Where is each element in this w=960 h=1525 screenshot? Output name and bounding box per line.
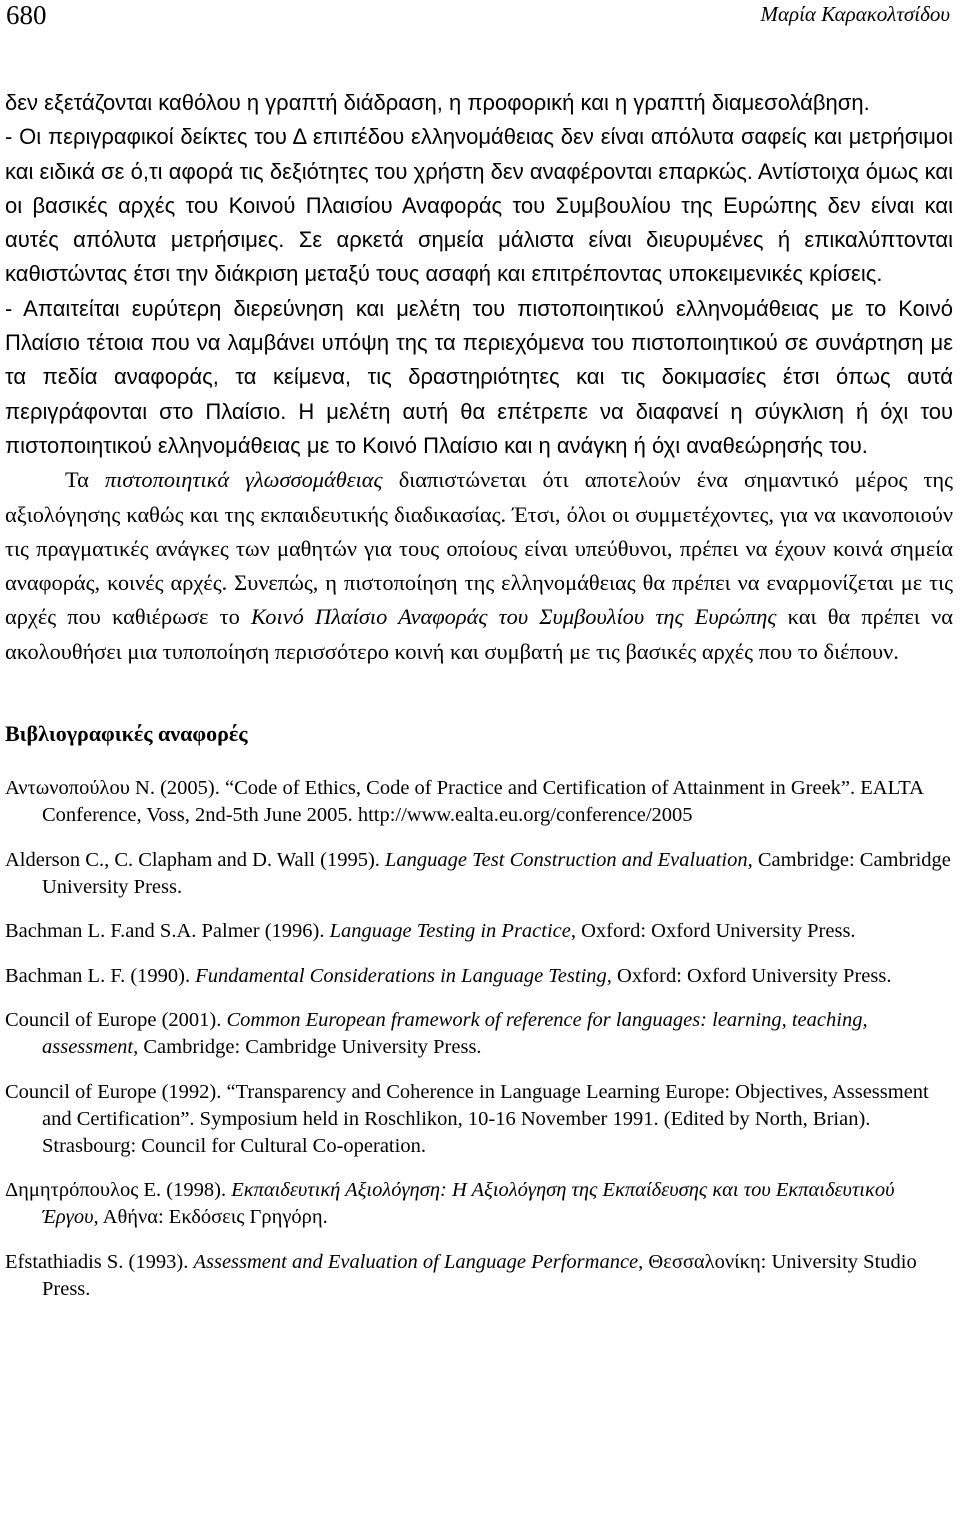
paragraph-4-italic-2: Κοινό Πλαίσιο Αναφοράς του Συμβουλίου της Ευρώπης (251, 604, 777, 630)
paragraph-4-text-b: διαπιστώνεται ότι αποτελούν ένα σημαντικό μέρος της αξιολόγησης καθώς και της εκπαιδευτικής διαδικασίας. Έτσι, όλοι οι συμμετέχοντες, για να ικανοποιούν τις πραγματικές ανάγκες των μαθητών για τους οποίους είναι υπεύθυνοι, πρέπει να έχουν κοινά σημεία αναφοράς, κοινές αρχές. Συνεπώς, η πιστοποίηση της ελληνομάθειας θα πρέπει να εναρμονίζεται με τις αρχές που καθιέρωσε το (5, 467, 954, 630)
reference-text: Αντωνοπούλου Ν. (2005). “Code of Ethics, Code of Practice and Certification of Attainment in Greek”. EALTA Conference, Voss, 2nd-5th June 2005. http://www.ealta.eu.org/conference/2005 (5, 777, 923, 827)
reference-publisher: Oxford: Oxford University Press. (611, 964, 892, 987)
bibliography-heading: Βιβλιογραφικές αναφορές (5, 721, 248, 747)
reference-publisher: Cambridge: Cambridge University Press. (42, 848, 951, 898)
reference-title: Fundamental Considerations in Language Testing, (195, 964, 612, 987)
reference-title: Language Testing in Practice (329, 920, 571, 943)
paragraph-2: - Οι περιγραφικοί δείκτες του Δ επιπέδου ελληνομάθειας δεν είναι απόλυτα σαφείς και μετρήσιμοι και ειδικά σε ό,τι αφορά τις δεξιότητες του χρήστη δεν αναφέρονται επαρκώς. Αντίστοιχα όμως και οι βασικές αρχές του Κοινού Πλαισίου Αναφοράς του Συμβουλίου της Ευρώπης δεν είναι και αυτές απόλυτα μετρήσιμες. Σε αρκετά σημεία μάλιστα είναι διευρυμένες ή επικαλύπτονται καθιστώντας έτσι την διάκριση μεταξύ τους ασαφή και επιτρέποντας υποκειμενικές κρίσεις. (5, 124, 953, 287)
reference-publisher: , Oxford: Oxford University Press. (570, 920, 856, 943)
reference-text: Council of Europe (1992). “Transparency and Coherence in Language Learning Europe: Objectives, Assessment and Certification”. Symposium held in Roschlikon, 10-16 November 1991. (Edited by North, Brian). Strasbourg: Council for Cultural Co-operation. (5, 1080, 929, 1157)
reference-publisher: Αθήνα: Εκδόσεις Γρηγόρη. (98, 1206, 328, 1229)
reference-title: Εκπαιδευτική Αξιολόγηση: Η Αξιολόγηση της Εκπαίδευσης και του Εκπαιδευτικού Έργου, (42, 1179, 895, 1229)
page-body (5, 86, 953, 1320)
page-number: 680 (6, 0, 47, 30)
reference-text: Bachman L. F.and S.A. Palmer (1996). (5, 920, 330, 943)
reference-text: Council of Europe (2001). (5, 1009, 227, 1032)
reference-publisher: Cambridge: Cambridge University Press. (138, 1036, 482, 1059)
paragraph-4 (5, 463, 953, 669)
reference-title: Assessment and Evaluation of Language Performance (193, 1250, 639, 1273)
reference-title: Language Test Construction and Evaluation, (385, 848, 753, 871)
paragraph-4-text-a: Τα (65, 467, 105, 493)
reference-list (5, 775, 953, 1303)
paragraph-4-italic-1: πιστοποιητικά γλωσσομάθειας (104, 467, 383, 493)
paragraph-4-text-c: και θα πρέπει να ακολουθήσει μια τυποποίηση περισσότερο κοινή και συμβατή με τις βασικές αρχές που το διέπουν. (5, 604, 953, 664)
reference-item (5, 1079, 953, 1160)
reference-item (5, 1007, 953, 1061)
reference-item (5, 918, 953, 945)
reference-text: Alderson C., C. Clapham and D. Wall (1995). (5, 848, 386, 871)
paragraph-1: δεν εξετάζονται καθόλου η γραπτή διάδραση, η προφορική και η γραπτή διαμεσολάβηση. (5, 90, 870, 115)
reference-text: Bachman L. F. (1990). (5, 964, 196, 987)
reference-item (5, 1177, 953, 1231)
reference-text: Efstathiadis S. (1993). (5, 1250, 194, 1273)
reference-text: Δημητρόπουλος Ε. (1998). (5, 1179, 232, 1202)
reference-item (5, 775, 953, 829)
running-head-author: Μαρία Καρακολτσίδου (760, 2, 950, 26)
reference-title: Common European framework of reference for languages: learning, teaching, assessment, (42, 1009, 868, 1059)
reference-publisher: , Θεσσαλονίκη: University Studio Press. (42, 1250, 917, 1300)
paragraph-3: - Απαιτείται ευρύτερη διερεύνηση και μελέτη του πιστοποιητικού ελληνομάθειας με το Κοινό Πλαίσιο τέτοια που να λαμβάνει υπόψη της τα περιεχόμενα του πιστοποιητικού σε συνάρτηση με τα πεδία αναφοράς, τα κείμενα, τις δραστηριότητες και τις δοκιμασίες έτσι όπως αυτά περιγράφονται στο Πλαίσιο. Η μελέτη αυτή θα επέτρεπε να διαφανεί η σύγκλιση ή όχι του πιστοποιητικού ελληνομάθειας με το Κοινό Πλαίσιο και η ανάγκη ή όχι αναθεώρησής του. (5, 295, 953, 458)
reference-item (5, 1249, 953, 1303)
page-header (0, 0, 960, 36)
reference-item (5, 847, 953, 901)
reference-item (5, 963, 953, 990)
